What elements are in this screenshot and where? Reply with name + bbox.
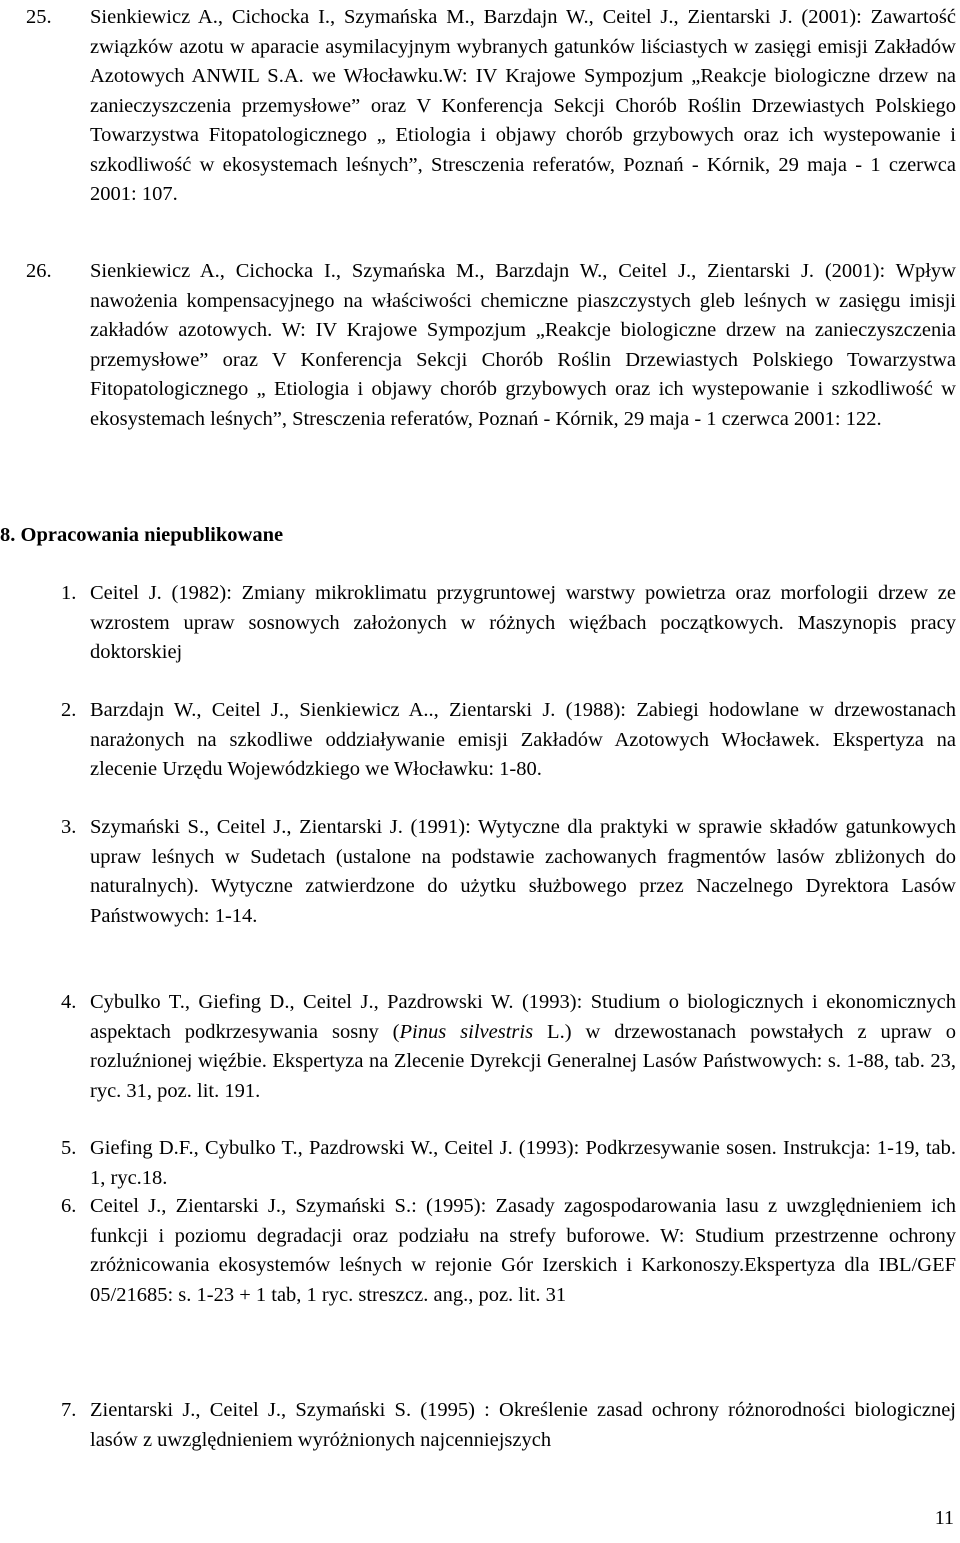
- section-number: 8.: [0, 524, 16, 546]
- unpublished-entry-4: [61, 988, 956, 1106]
- entry-text: Sienkiewicz A., Cichocka I., Szymańska M., Barzdajn W., Ceitel J., Zientarski J. (2001): Wpływ nawożenia kompensacyjnego na właściwości chemiczne piaszczystych gleb leśnych w zasięgu imisji zakładów azotowych. W: IV Krajowe Sympozjum „Reakcje biologiczne drzew na zanieczyszczenia przemysłowe” oraz V Konferencja Sekcji Chorób Roślin Drzewiastych Polskiego Towarzystwa Fitopatologicznego „ Etiologia i objawy chorób grzybowych oraz ich wystepowanie i szkodliwość w ekosystemach leśnych”, Stresczenia referatów, Poznań - Kórnik, 29 maja - 1 czerwca 2001: 122.: [90, 260, 956, 430]
- reference-entry-25: [26, 3, 956, 210]
- page-number: 11: [934, 1507, 954, 1529]
- entry-number: 1.: [61, 582, 77, 604]
- entry-text: Barzdajn W., Ceitel J., Sienkiewicz A.., Zientarski J. (1988): Zabiegi hodowlane w drzewostanach narażonych na szkodliwe oddziaływanie emisji Zakładów Azotowych Włocławek. Ekspertyza na zlecenie Urzędu Wojewódzkiego we Włocławku: 1-80.: [90, 699, 956, 780]
- section-title: Opracowania niepublikowane: [20, 524, 284, 546]
- entry-text-start: Cybulko T., Giefing D., Ceitel J., Pazdrowski W. (1993): Studium o biologicznych i ekonomicznych aspektach podkrzesywania sosny (: [90, 991, 956, 1043]
- entry-number: 7.: [61, 1399, 77, 1421]
- entry-text-end: L.) w drzewostanach powstałych z upraw o rozluźnionej więźbie. Ekspertyza na Zlecenie Dyrekcji Generalnej Lasów Państwowych: s. 1-88, tab. 23, ryc. 31, poz. lit. 191.: [90, 1020, 956, 1102]
- entry-number: 3.: [61, 816, 77, 838]
- unpublished-entry-2: [61, 696, 956, 785]
- entry-text: Szymański S., Ceitel J., Zientarski J. (1991): Wytyczne dla praktyki w sprawie składów gatunkowych upraw leśnych w Sudetach (ustalone na podstawie zachowanych fragmentów lasów zbliżonych do naturalnych). Wytyczne zatwierdzone do użytku służbowego przez Naczelnego Dyrektora Lasów Państwowych: 1-14.: [90, 816, 956, 927]
- unpublished-entry-5: [61, 1134, 956, 1193]
- entry-text: Ceitel J., Zientarski J., Szymański S.: (1995): Zasady zagospodarowania lasu z uwzględnieniem ich funkcji i poziomu degradacji oraz podziału na strefy buforowe. W: Studium przestrzenne ochrony zróżnicowania ekosystemów leśnych w rejonie Gór Izerskich i Karkonoszy.Ekspertyza dla IBL/GEF 05/21685: s. 1-23 + 1 tab, 1 ryc. streszcz. ang., poz. lit. 31: [90, 1195, 956, 1306]
- entry-text: Ceitel J. (1982): Zmiany mikroklimatu przygruntowej warstwy powietrza oraz morfologii drzew ze wzrostem upraw sosnowych założonych w różnych więźbach początkowych. Maszynopis pracy doktorskiej: [90, 582, 956, 663]
- entry-number: 6.: [61, 1195, 77, 1217]
- unpublished-entry-1: [61, 579, 956, 668]
- unpublished-entry-3: [61, 813, 956, 931]
- entry-number: 25.: [26, 6, 52, 28]
- section-heading: [0, 521, 283, 551]
- entry-number: 4.: [61, 991, 77, 1013]
- entry-text: Sienkiewicz A., Cichocka I., Szymańska M., Barzdajn W., Ceitel J., Zientarski J. (2001): Zawartość związków azotu w aparacie asymilacyjnym wybranych gatunków liściastych w zasięgi emisji Zakładów Azotowych ANWIL S.A. we Włocławku.W: IV Krajowe Sympozjum „Reakcje biologiczne drzew na zanieczyszczenia przemysłowe” oraz V Konferencja Sekcji Chorób Roślin Drzewiastych Polskiego Towarzystwa Fitopatologicznego „ Etiologia i objawy chorób grzybowych oraz ich wystepowanie i szkodliwość w ekosystemach leśnych”, Stresczenia referatów, Poznań - Kórnik, 29 maja - 1 czerwca 2001: 107.: [90, 6, 956, 205]
- entry-number: 2.: [61, 699, 77, 721]
- entry-number: 26.: [26, 260, 52, 282]
- entry-text: Zientarski J., Ceitel J., Szymański S. (1995) : Określenie zasad ochrony różnorodności biologicznej lasów z uwzględnieniem wyróżnionych najcenniejszych: [90, 1399, 956, 1451]
- unpublished-entry-7: [61, 1396, 956, 1455]
- entry-text: Giefing D.F., Cybulko T., Pazdrowski W., Ceitel J. (1993): Podkrzesywanie sosen. Instrukcja: 1-19, tab. 1, ryc.18.: [90, 1137, 956, 1189]
- entry-number: 5.: [61, 1137, 77, 1159]
- reference-entry-26: [26, 257, 956, 434]
- species-name: Pinus silvestris: [399, 1020, 534, 1043]
- unpublished-entry-6: [61, 1192, 956, 1310]
